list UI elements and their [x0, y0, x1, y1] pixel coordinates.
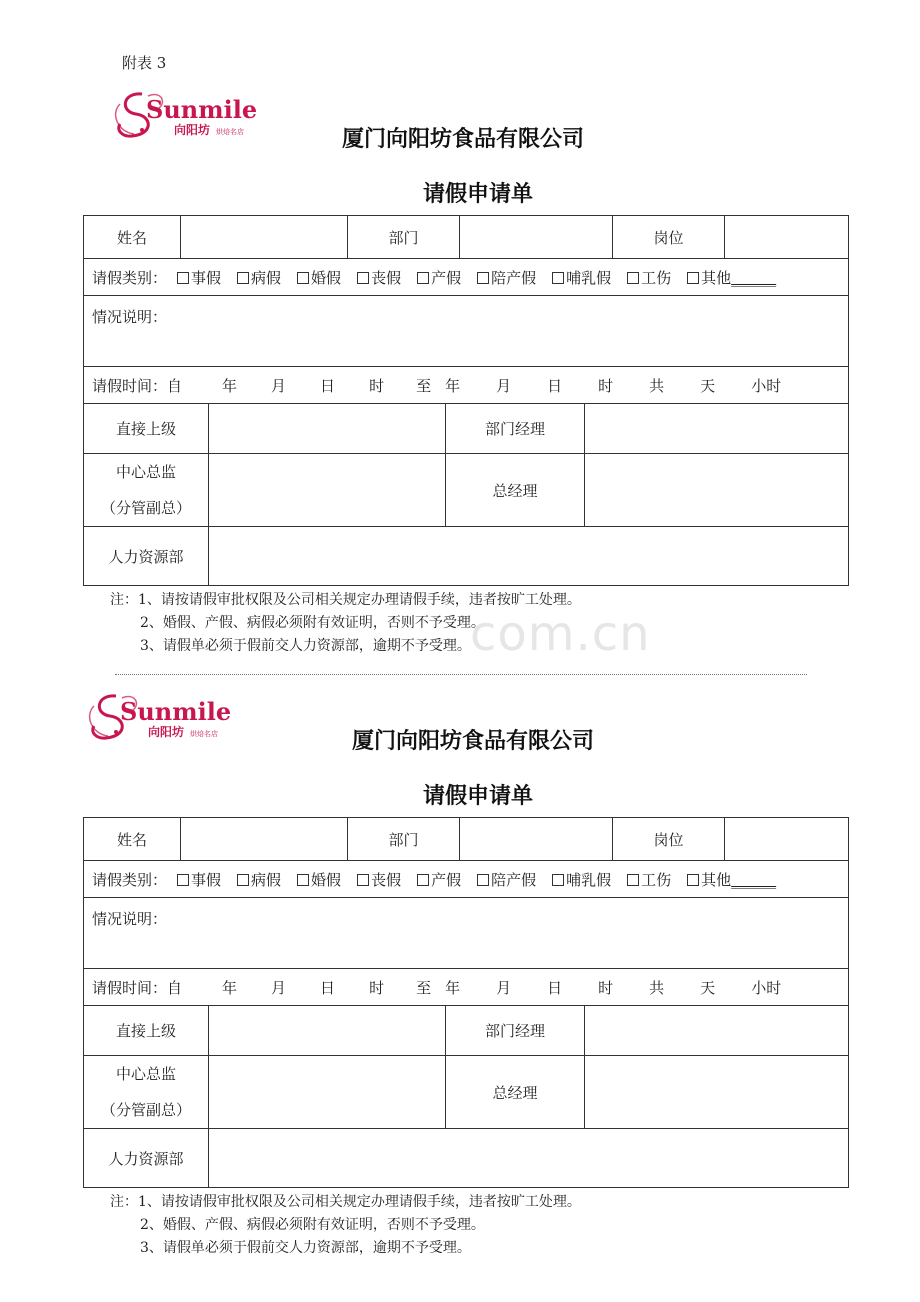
checkbox-icon[interactable] — [357, 272, 369, 284]
leave-type-option[interactable] — [687, 267, 776, 288]
leave-type-option-label: 婚假 — [311, 268, 342, 287]
checkbox-icon[interactable] — [687, 874, 699, 886]
checkbox-icon[interactable] — [627, 874, 639, 886]
leave-type-option[interactable] — [627, 267, 671, 288]
sunmile-logo-icon — [86, 686, 256, 746]
supervisor-label: 直接上级 — [84, 404, 209, 453]
director-label — [84, 454, 209, 526]
time-unit: 年 — [222, 978, 238, 997]
director-label-line-2: （分管副总） — [100, 499, 191, 517]
dept-field[interactable] — [460, 216, 613, 258]
leave-type-option-label: 工伤 — [641, 268, 672, 287]
leave-type-option[interactable] — [552, 267, 611, 288]
hr-signature-field[interactable] — [209, 527, 848, 585]
description-label: 情况说明： — [92, 308, 168, 326]
time-unit: 年 — [222, 376, 238, 395]
leave-type-option-label: 工伤 — [641, 870, 672, 889]
hr-row — [84, 1129, 848, 1187]
checkbox-icon[interactable] — [177, 272, 189, 284]
leave-type-option-label: 事假 — [191, 268, 222, 287]
leave-type-line — [92, 861, 776, 897]
dept-manager-signature-field[interactable] — [585, 1006, 848, 1055]
note-line: 2、婚假、产假、病假必须附有效证明，否则不予受理。 — [140, 1217, 485, 1233]
leave-type-option-label: 其他 — [701, 870, 732, 889]
leave-time-row — [84, 969, 848, 1006]
leave-type-option-label: 事假 — [191, 870, 222, 889]
time-unit: 时 — [598, 978, 614, 997]
general-manager-signature-field[interactable] — [585, 1056, 848, 1128]
leave-form-1 — [83, 215, 849, 586]
director-label-line-1: 中心总监 — [115, 1065, 176, 1083]
leave-time-row — [84, 367, 848, 404]
director-signature-field[interactable] — [209, 1056, 446, 1128]
name-label: 姓名 — [84, 216, 181, 258]
checkbox-icon[interactable] — [417, 874, 429, 886]
watermark: com.cn — [470, 606, 651, 662]
logo-chinese-text: 向阳坊 — [148, 725, 185, 739]
basic-info-row — [84, 818, 848, 861]
form-notes — [110, 1191, 581, 1260]
time-unit: 时 — [369, 376, 385, 395]
logo-brand-text: Sunmile — [120, 697, 232, 726]
dept-manager-label: 部门经理 — [446, 404, 585, 453]
checkbox-icon[interactable] — [477, 272, 489, 284]
time-unit: 小时 — [751, 978, 782, 997]
hr-label: 人力资源部 — [84, 527, 209, 585]
post-field[interactable] — [725, 818, 848, 860]
leave-type-option-label: 陪产假 — [491, 870, 537, 889]
leave-type-option[interactable] — [357, 869, 401, 890]
leave-type-row — [84, 861, 848, 898]
checkbox-icon[interactable] — [687, 272, 699, 284]
time-unit: 年 — [445, 978, 461, 997]
checkbox-icon[interactable] — [477, 874, 489, 886]
time-unit: 时 — [598, 376, 614, 395]
post-label: 岗位 — [613, 818, 725, 860]
name-field[interactable] — [181, 818, 348, 860]
time-unit: 天 — [700, 978, 716, 997]
leave-time-label: 请假时间：自 — [92, 978, 183, 997]
form-title: 请假申请单 — [423, 784, 534, 809]
leave-type-option-label: 病假 — [251, 268, 282, 287]
leave-type-option[interactable] — [237, 869, 281, 890]
company-logo-1 — [112, 84, 282, 144]
sunmile-logo-icon — [112, 84, 282, 144]
checkbox-icon[interactable] — [552, 874, 564, 886]
hr-label: 人力资源部 — [84, 1129, 209, 1187]
general-manager-signature-field[interactable] — [585, 454, 848, 526]
approval-row-2 — [84, 1056, 848, 1129]
general-manager-label: 总经理 — [446, 1056, 585, 1128]
checkbox-icon[interactable] — [417, 272, 429, 284]
approval-row-1 — [84, 404, 848, 454]
time-unit: 月 — [271, 978, 287, 997]
company-logo-2 — [86, 686, 256, 746]
time-unit: 日 — [547, 978, 563, 997]
form-title: 请假申请单 — [423, 182, 534, 207]
name-field[interactable] — [181, 216, 348, 258]
leave-type-option[interactable] — [297, 267, 341, 288]
checkbox-icon[interactable] — [552, 272, 564, 284]
dept-manager-signature-field[interactable] — [585, 404, 848, 453]
leave-type-option[interactable] — [687, 869, 776, 890]
note-line: 3、请假单必须于假前交人力资源部，逾期不予受理。 — [140, 1240, 471, 1256]
company-name: 厦门向阳坊食品有限公司 — [342, 127, 585, 152]
leave-type-option[interactable] — [477, 267, 536, 288]
other-blank[interactable]: ______ — [731, 268, 777, 287]
dept-label: 部门 — [348, 818, 460, 860]
note-line: 2、婚假、产假、病假必须附有效证明，否则不予受理。 — [140, 615, 485, 631]
checkbox-icon[interactable] — [297, 874, 309, 886]
director-signature-field[interactable] — [209, 454, 446, 526]
leave-type-option[interactable] — [552, 869, 611, 890]
leave-type-option-label: 产假 — [431, 870, 462, 889]
checkbox-icon[interactable] — [237, 874, 249, 886]
supervisor-label: 直接上级 — [84, 1006, 209, 1055]
leave-type-option[interactable] — [237, 267, 281, 288]
general-manager-label: 总经理 — [446, 454, 585, 526]
time-unit: 小时 — [751, 376, 782, 395]
leave-type-option[interactable] — [357, 267, 401, 288]
director-label — [84, 1056, 209, 1128]
leave-type-option[interactable] — [477, 869, 536, 890]
description-label: 情况说明： — [92, 910, 168, 928]
leave-type-option-label: 丧假 — [371, 268, 402, 287]
hr-signature-field[interactable] — [209, 1129, 848, 1187]
hr-row — [84, 527, 848, 585]
post-label: 岗位 — [613, 216, 725, 258]
supervisor-signature-field[interactable] — [209, 1006, 446, 1055]
time-unit: 月 — [271, 376, 287, 395]
form-notes — [110, 589, 581, 658]
checkbox-icon[interactable] — [297, 272, 309, 284]
note-line: 3、请假单必须于假前交人力资源部，逾期不予受理。 — [140, 638, 471, 654]
logo-chinese-text: 向阳坊 — [174, 123, 211, 137]
time-unit: 日 — [547, 376, 563, 395]
director-label-line-2: （分管副总） — [100, 1101, 191, 1119]
checkbox-icon[interactable] — [627, 272, 639, 284]
basic-info-row — [84, 216, 848, 259]
leave-type-option-label: 其他 — [701, 268, 732, 287]
dept-label: 部门 — [348, 216, 460, 258]
appendix-label: 附表 3 — [122, 54, 167, 72]
time-unit: 年 — [445, 376, 461, 395]
leave-type-label: 请假类别： — [92, 870, 168, 889]
logo-tagline-text: 烘焙名店 — [216, 128, 244, 136]
time-unit: 天 — [700, 376, 716, 395]
time-unit: 共 — [649, 978, 665, 997]
leave-type-option[interactable] — [627, 869, 671, 890]
leave-type-option[interactable] — [417, 267, 461, 288]
logo-tagline-text: 烘焙名店 — [190, 730, 218, 738]
director-label-line-1: 中心总监 — [115, 463, 176, 481]
time-unit: 月 — [496, 376, 512, 395]
leave-type-option-label: 婚假 — [311, 870, 342, 889]
leave-type-line — [92, 259, 776, 295]
name-label: 姓名 — [84, 818, 181, 860]
time-unit: 至 — [416, 978, 432, 997]
leave-type-option[interactable] — [297, 869, 341, 890]
leave-type-option[interactable] — [417, 869, 461, 890]
leave-type-option-label: 哺乳假 — [566, 870, 612, 889]
time-unit: 共 — [649, 376, 665, 395]
time-unit: 时 — [369, 978, 385, 997]
other-blank[interactable]: ______ — [731, 870, 777, 889]
leave-type-option-label: 丧假 — [371, 870, 402, 889]
checkbox-icon[interactable] — [237, 272, 249, 284]
approval-row-2 — [84, 454, 848, 527]
leave-type-option-label: 哺乳假 — [566, 268, 612, 287]
description-row[interactable] — [84, 898, 848, 969]
leave-time-line — [92, 367, 781, 403]
leave-type-option[interactable] — [177, 267, 221, 288]
time-unit: 至 — [416, 376, 432, 395]
checkbox-icon[interactable] — [357, 874, 369, 886]
leave-type-option[interactable] — [177, 869, 221, 890]
time-unit: 日 — [320, 978, 336, 997]
dept-field[interactable] — [460, 818, 613, 860]
leave-type-option-label: 病假 — [251, 870, 282, 889]
cut-line-separator — [115, 674, 807, 675]
leave-type-row — [84, 259, 848, 296]
leave-type-option-label: 陪产假 — [491, 268, 537, 287]
leave-form-2 — [83, 817, 849, 1188]
time-unit: 日 — [320, 376, 336, 395]
leave-type-option-label: 产假 — [431, 268, 462, 287]
leave-time-line — [92, 969, 781, 1005]
description-row[interactable] — [84, 296, 848, 367]
company-name: 厦门向阳坊食品有限公司 — [352, 729, 595, 754]
approval-row-1 — [84, 1006, 848, 1056]
time-unit: 月 — [496, 978, 512, 997]
note-line: 注：1、请按请假审批权限及公司相关规定办理请假手续，违者按旷工处理。 — [110, 1194, 581, 1210]
leave-type-label: 请假类别： — [92, 268, 168, 287]
leave-time-label: 请假时间：自 — [92, 376, 183, 395]
dept-manager-label: 部门经理 — [446, 1006, 585, 1055]
post-field[interactable] — [725, 216, 848, 258]
note-line: 注：1、请按请假审批权限及公司相关规定办理请假手续，违者按旷工处理。 — [110, 592, 581, 608]
logo-brand-text: Sunmile — [146, 95, 258, 124]
checkbox-icon[interactable] — [177, 874, 189, 886]
supervisor-signature-field[interactable] — [209, 404, 446, 453]
